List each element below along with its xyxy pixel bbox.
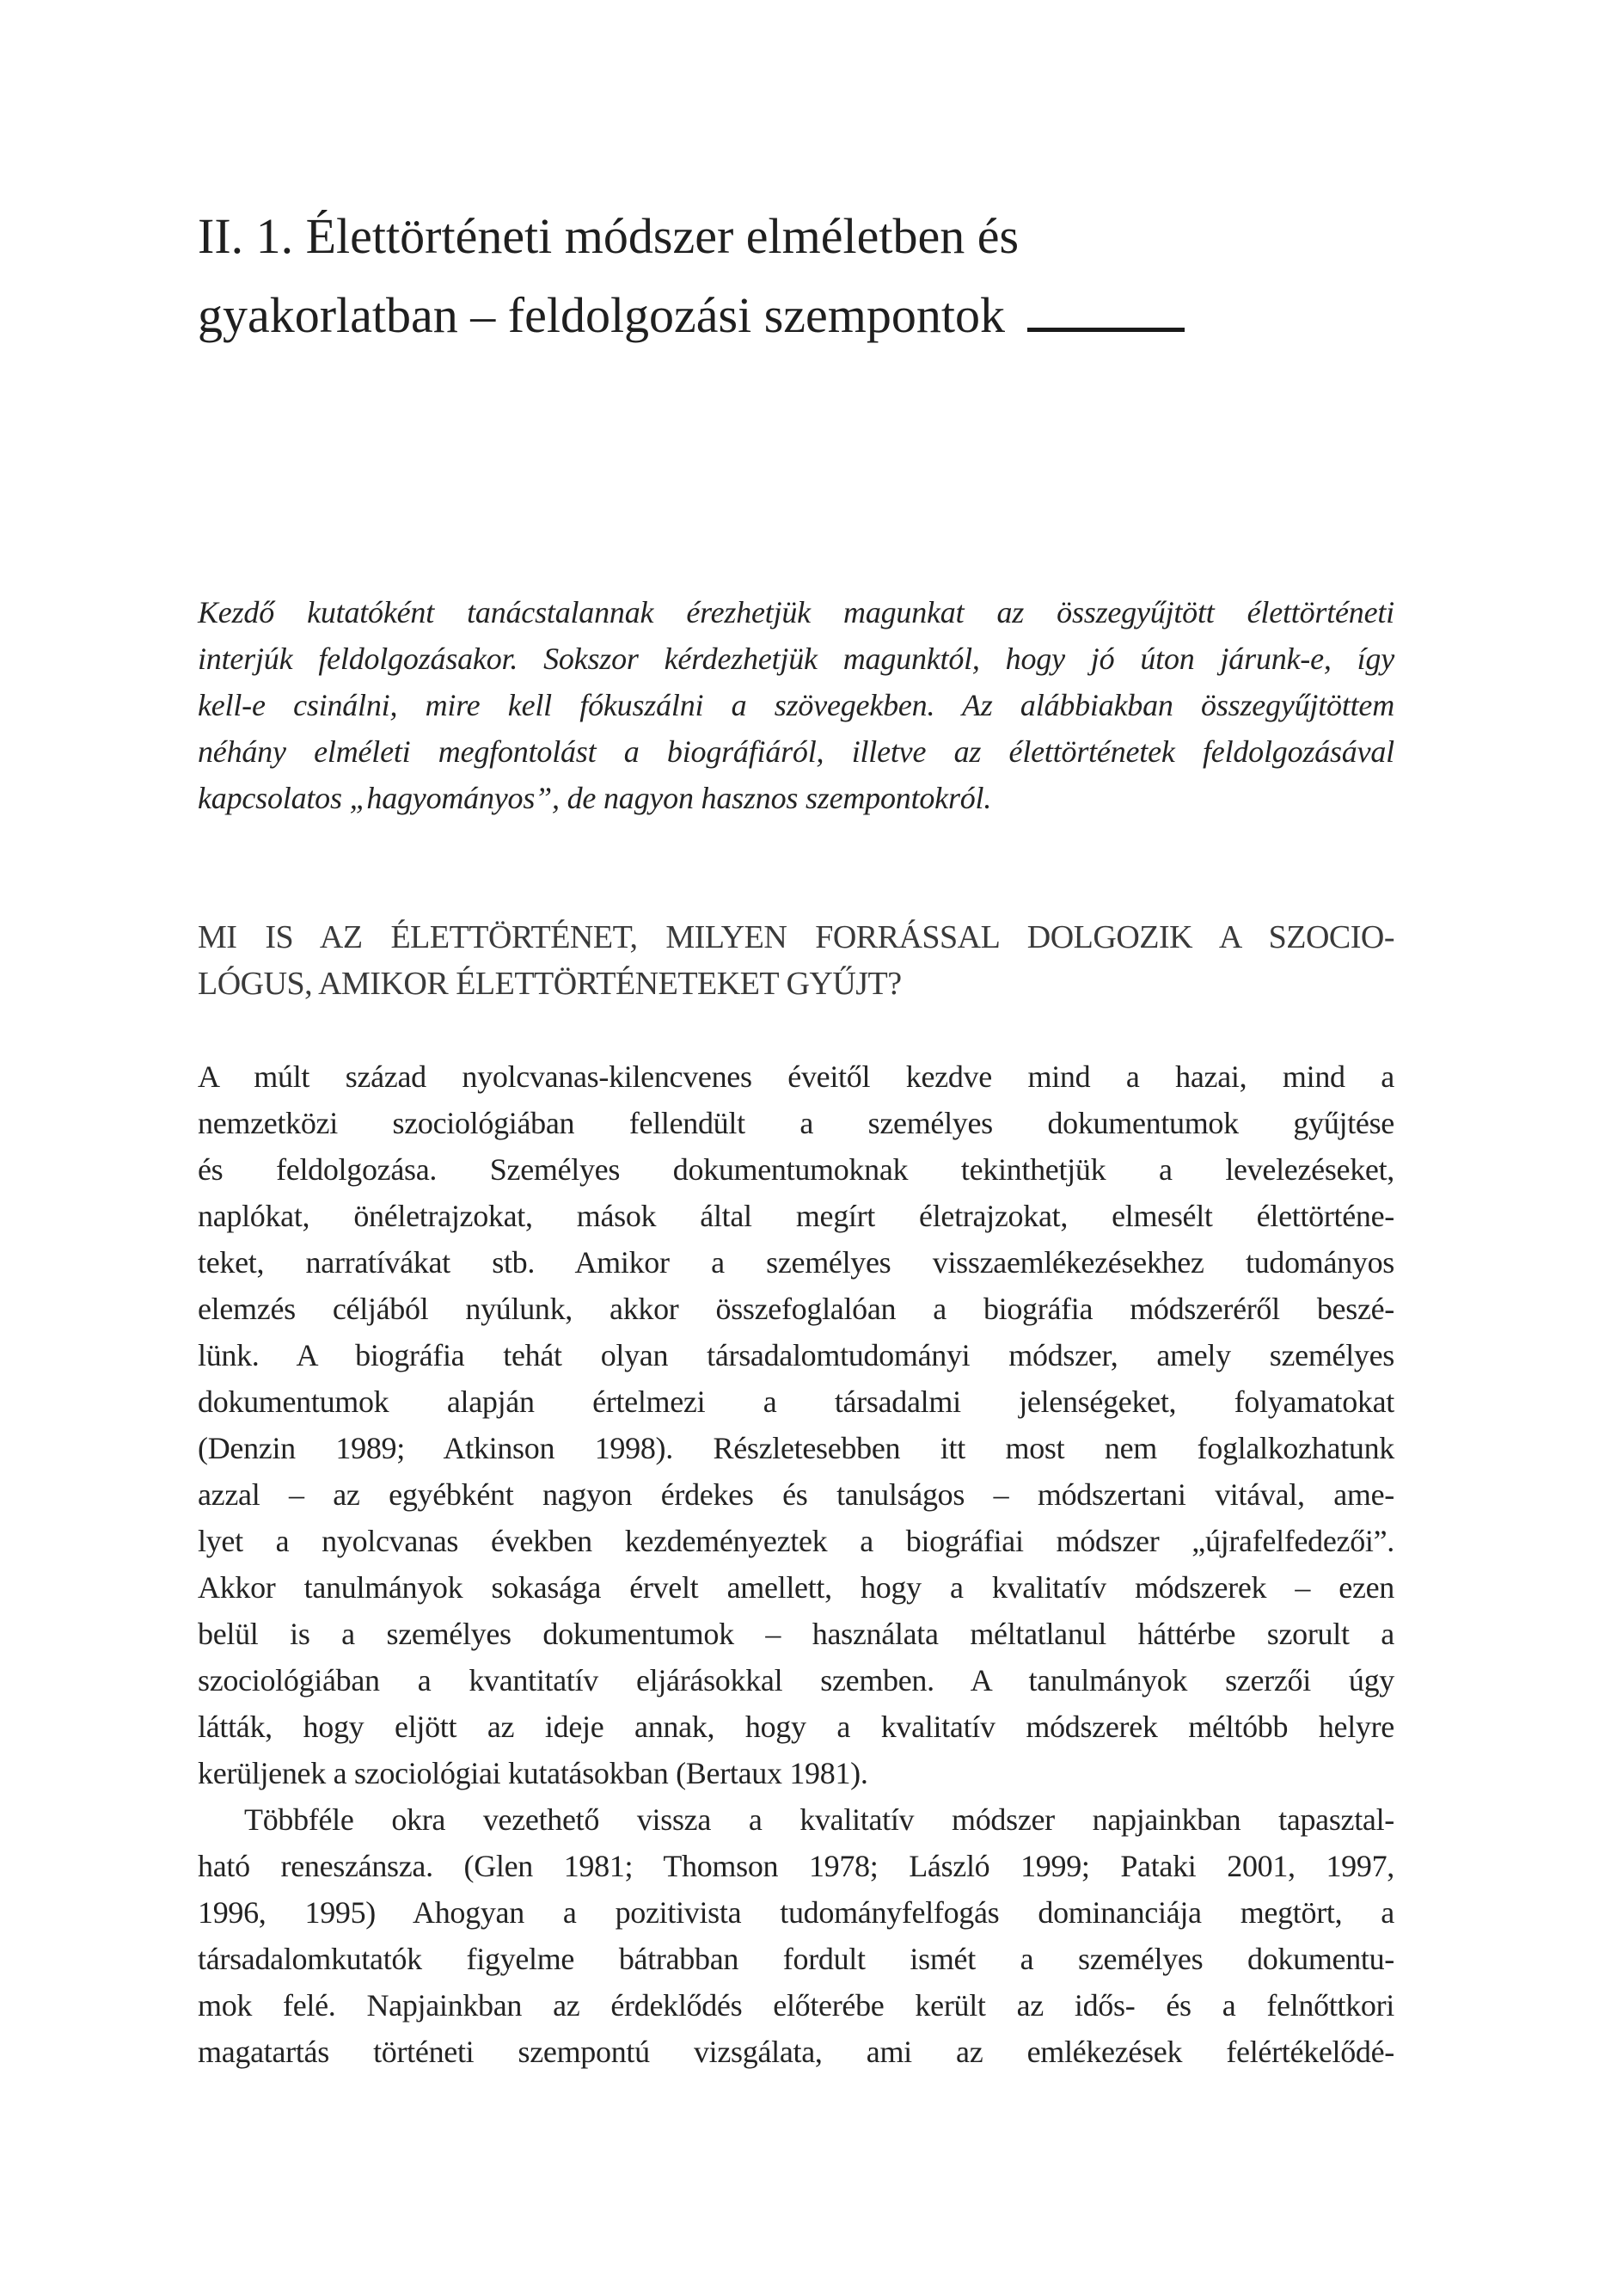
text-line: azzal – az egyébként nagyon érdekes és tanulságos – módszertani vitával, ame- bbox=[198, 1477, 1394, 1512]
intro-paragraph bbox=[198, 589, 1394, 821]
text-line: Többféle okra vezethető vissza a kvalitatív módszer napjainkban tapasztal- bbox=[244, 1802, 1394, 1837]
text-line: kell-e csinálni, mire kell fókuszálni a szövegekben. Az alábbiakban összegyűjtöttem bbox=[198, 688, 1394, 722]
text-line: magatartás történeti szempontú vizsgálata, ami az emlékezések felértékelődé- bbox=[198, 2035, 1394, 2069]
chapter-title bbox=[198, 197, 1394, 355]
text-line: mok felé. Napjainkban az érdeklődés előterébe került az idős- és a felnőttkori bbox=[198, 1988, 1394, 2023]
section-heading bbox=[198, 914, 1394, 1007]
text-line: (Denzin 1989; Atkinson 1998). Részletesebben itt most nem foglalkozhatunk bbox=[198, 1431, 1394, 1465]
text-line: kapcsolatos „hagyományos”, de nagyon hasznos szempontokról. bbox=[198, 781, 992, 815]
text-line: 1996, 1995) Ahogyan a pozitivista tudományfelfogás dominanciája megtört, a bbox=[198, 1895, 1394, 1930]
text-line: elemzés céljából nyúlunk, akkor összefoglalóan a biográfia módszeréről beszé- bbox=[198, 1292, 1394, 1326]
body-text bbox=[198, 1053, 1394, 2075]
text-line: Kezdő kutatóként tanácstalannak érezhetjük magunkat az összegyűjtött élettörténeti bbox=[198, 595, 1394, 629]
section-heading-line-1: MI IS AZ ÉLETTÖRTÉNET, MILYEN FORRÁSSAL DOLGOZIK A SZOCIO- bbox=[198, 919, 1394, 955]
text-line: A múlt század nyolcvanas-kilencvenes éveitől kezdve mind a hazai, mind a bbox=[198, 1059, 1394, 1094]
title-rule bbox=[1027, 328, 1185, 332]
text-line: teket, narratívákat stb. Amikor a személyes visszaemlékezésekhez tudományos bbox=[198, 1245, 1394, 1280]
text-line: belül is a személyes dokumentumok – használata méltatlanul háttérbe szorult a bbox=[198, 1617, 1394, 1651]
text-line: néhány elméleti megfontolást a biográfiáról, illetve az élettörténetek feldolgozásával bbox=[198, 734, 1394, 769]
text-line: nemzetközi szociológiában fellendült a személyes dokumentumok gyűjtése bbox=[198, 1106, 1394, 1140]
chapter-title-line-1: II. 1. Élettörténeti módszer elméletben és bbox=[198, 208, 1020, 264]
chapter-title-line-2-text: gyakorlatban – feldolgozási szempontok bbox=[198, 287, 1006, 343]
section-heading-line-2: LÓGUS, AMIKOR ÉLETTÖRTÉNETEKET GYŰJT? bbox=[198, 966, 902, 1002]
text-line: szociológiában a kvantitatív eljárásokkal szemben. A tanulmányok szerzői úgy bbox=[198, 1663, 1394, 1697]
text-line: dokumentumok alapján értelmezi a társadalmi jelenségeket, folyamatokat bbox=[198, 1384, 1394, 1419]
text-line: Akkor tanulmányok sokasága érvelt amellett, hogy a kvalitatív módszerek – ezen bbox=[198, 1570, 1394, 1605]
text-line: naplókat, önéletrajzokat, mások által megírt életrajzokat, elmesélt élettörténe- bbox=[198, 1199, 1394, 1233]
paragraph bbox=[198, 1796, 1394, 2075]
text-line: társadalomkutatók figyelme bátrabban fordult ismét a személyes dokumentu- bbox=[198, 1942, 1394, 1976]
text-line: látták, hogy eljött az ideje annak, hogy a kvalitatív módszerek méltóbb helyre bbox=[198, 1710, 1394, 1744]
paragraph bbox=[198, 1053, 1394, 1796]
text-line: interjúk feldolgozásakor. Sokszor kérdezhetjük magunktól, hogy jó úton járunk-e, így bbox=[198, 642, 1394, 676]
text-line: ható reneszánsza. (Glen 1981; Thomson 1978; László 1999; Pataki 2001, 1997, bbox=[198, 1849, 1394, 1883]
text-line: kerüljenek a szociológiai kutatásokban (Bertaux 1981). bbox=[198, 1756, 868, 1790]
text-line: és feldolgozása. Személyes dokumentumoknak tekinthetjük a levelezéseket, bbox=[198, 1152, 1394, 1187]
text-line: lünk. A biográfia tehát olyan társadalomtudományi módszer, amely személyes bbox=[198, 1338, 1394, 1372]
chapter-title-line-2 bbox=[198, 276, 1394, 355]
text-line: lyet a nyolcvanas években kezdeményeztek a biográfiai módszer „újrafelfedezői”. bbox=[198, 1524, 1394, 1558]
